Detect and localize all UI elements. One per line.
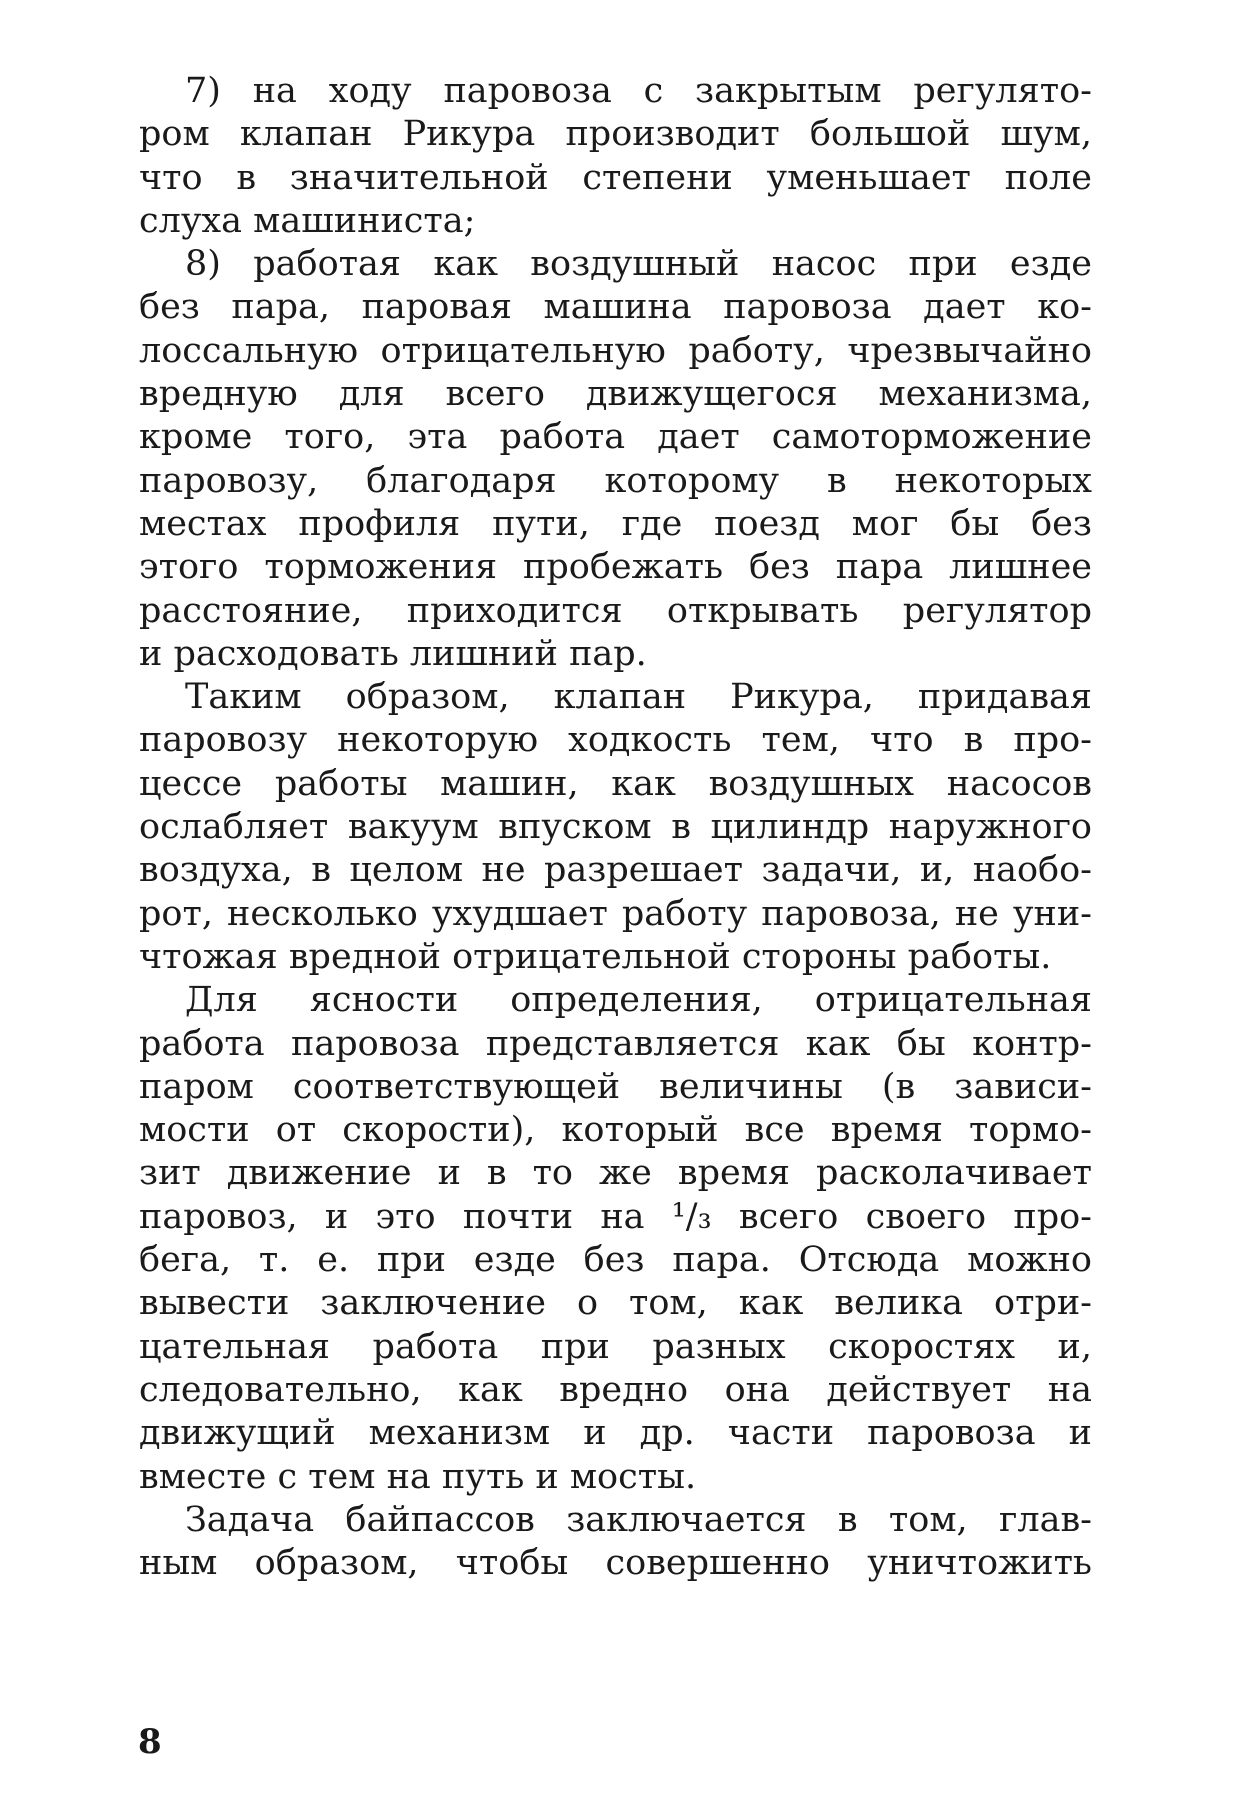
text-line: и расходовать лишний пар. <box>139 633 647 674</box>
body-text <box>139 70 1092 1585</box>
text-line: движущий механизм и др. части паровоза и <box>139 1413 1092 1454</box>
text-line: ным образом, чтобы совершенно уничтожить <box>139 1543 1092 1584</box>
text-line: бега, т. е. при езде без пара. Отсюда можно <box>139 1240 1092 1281</box>
text-line: паровозу, благодаря которому в некоторых <box>139 460 1092 501</box>
text-line: ослабляет вакуум впуском в цилиндр наружного <box>139 807 1092 848</box>
text-line: вредную для всего движущегося механизма, <box>139 374 1092 415</box>
text-line: воздуха, в целом не разрешает задачи, и, наобо- <box>139 850 1092 891</box>
text-line: расстояние, приходится открывать регулятор <box>139 590 1092 631</box>
text-line: вместе с тем на путь и мосты. <box>139 1456 697 1497</box>
text-line: без пара, паровая машина паровоза дает ко- <box>139 287 1092 328</box>
text-line: паровоз, и это почти на ¹/₃ всего своего про- <box>139 1196 1092 1237</box>
text-line: лоссальную отрицательную работу, чрезвычайно <box>139 330 1092 371</box>
text-line: Таким образом, клапан Рикура, придавая <box>185 677 1092 718</box>
page-number: 8 <box>138 1722 162 1762</box>
text-line: что в значительной степени уменьшает поле <box>139 157 1092 198</box>
text-line: местах профиля пути, где поезд мог бы без <box>139 503 1092 544</box>
text-line: цательная работа при разных скоростях и, <box>139 1326 1092 1367</box>
text-line: 7) на ходу паровоза с закрытым регулято- <box>185 71 1092 111</box>
text-line: ром клапан Рикура производит большой шум, <box>139 114 1092 155</box>
text-line: этого торможения пробежать без пара лишнее <box>139 547 1092 588</box>
text-line: чтожая вредной отрицательной стороны работы. <box>139 936 1052 977</box>
text-line: паровозу некоторую ходкость тем, что в про- <box>139 720 1092 761</box>
text-line: работа паровоза представляется как бы контр- <box>139 1023 1092 1064</box>
text-line: зит движение и в то же время расколачивает <box>139 1153 1092 1194</box>
text-line: цессе работы машин, как воздушных насосов <box>139 763 1092 804</box>
text-line: следовательно, как вредно она действует на <box>139 1369 1092 1410</box>
text-line: Задача байпассов заключается в том, глав- <box>185 1499 1092 1540</box>
text-line: слуха машиниста; <box>139 200 476 241</box>
text-line: вывести заключение о том, как велика отри- <box>139 1283 1092 1324</box>
text-line: кроме того, эта работа дает самоторможение <box>139 417 1092 458</box>
text-line: рот, несколько ухудшает работу паровоза, не уни- <box>139 893 1092 934</box>
text-line: паром соответствующей величины (в зависи- <box>139 1066 1092 1107</box>
text-line: Для ясности определения, отрицательная <box>185 980 1092 1021</box>
text-line: мости от скорости), который все время тормо- <box>139 1110 1092 1151</box>
text-line: 8) работая как воздушный насос при езде <box>185 244 1092 285</box>
